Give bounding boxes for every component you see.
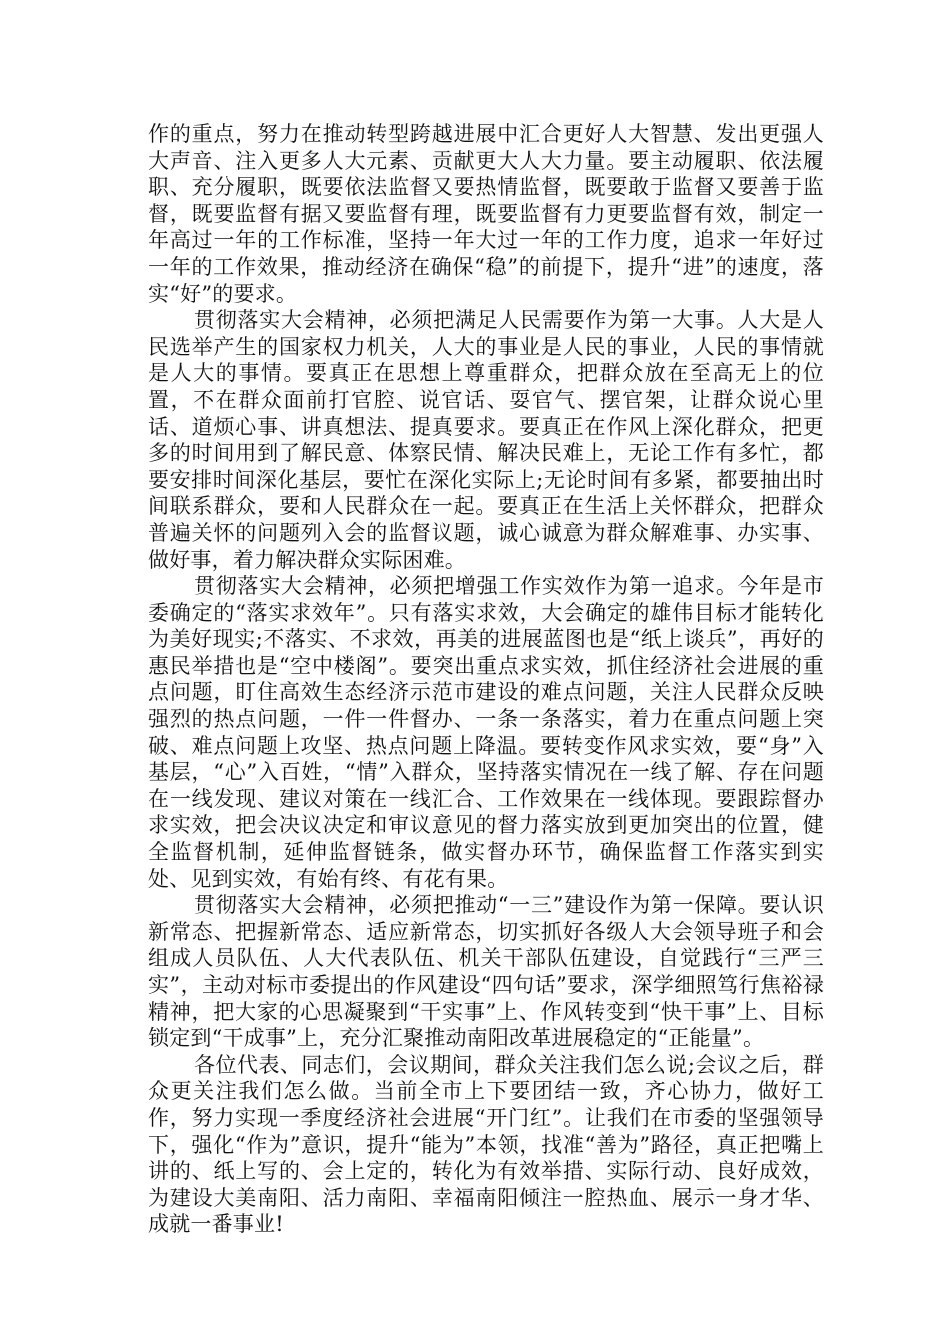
paragraph-continued: 作的重点，努力在推动转型跨越进展中汇合更好人大智慧、发出更强人大声音、注入更多人大元素、贡献更大人大力量。要主动履职、依法履职、充分履职，既要依法监督又要热情监督，既要敢于监督又要善于监督，既要监督有据又要监督有理，既要监督有力更要监督有效，制定一年高过一年的工作标准，坚持一年大过一年的工作力度，追求一年好过一年的工作效果，推动经济在确保“稳”的前提下，提升“进”的速度，落实“好”的要求。 [148,122,824,306]
paragraph-construction-guarantee: 贯彻落实大会精神，必须把推动“一三”建设作为第一保障。要认识新常态、把握新常态、适应新常态，切实抓好各级人大会领导班子和会组成人员队伍、人大代表队伍、机关干部队伍建设，自觉践行“三严三实”，主动对标市委提出的作风建设“四句话”要求，深学细照笃行焦裕禄精神，把大家的心思凝聚到“干实事”上、作风转变到“快干事”上、目标锁定到“干成事”上，充分汇聚推动南阳改革进展稳定的“正能量”。 [148,893,824,1051]
body-text [148,121,824,1238]
paragraph-people-needs: 贯彻落实大会精神，必须把满足人民需要作为第一大事。人大是人民选举产生的国家权力机关，人大的事业是人民的事业，人民的事情就是人大的事情。要真正在思想上尊重群众，把群众放在至高无上的位置，不在群众面前打官腔、说官话、耍官气、摆官架，让群众说心里话、道烦心事、讲真想法、提真要求。要真正在作风上深化群众，把更多的时间用到了解民意、体察民情、解决民难上，无论工作有多忙，都要安排时间深化基层，要忙在深化实际上;无论时间有多紧，都要抽出时间联系群众，要和人民群众在一起。要真正在生活上关怀群众，把群众普遍关怀的问题列入会的监督议题，诚心诚意为群众解难事、办实事、做好事，着力解决群众实际困难。 [148,308,824,572]
paragraph-closing: 各位代表、同志们，会议期间，群众关注我们怎么说;会议之后，群众更关注我们怎么做。当前全市上下要团结一致，齐心协力，做好工作，努力实现一季度经济社会进展“开门红”。让我们在市委的坚强领导下，强化“作为”意识，提升“能为”本领，找准“善为”路径，真正把嘴上讲的、纸上写的、会上定的，转化为有效举措、实际行动、良好成效，为建设大美南阳、活力南阳、幸福南阳倾注一腔热血、展示一身才华、成就一番事业! [148,1052,824,1237]
paragraph-work-effectiveness: 贯彻落实大会精神，必须把增强工作实效作为第一追求。今年是市委确定的“落实求效年”。只有落实求效，大会确定的雄伟目标才能转化为美好现实;不落实、不求效，再美的进展蓝图也是“纸上谈兵”，再好的惠民举措也是“空中楼阁”。要突出重点求实效，抓住经济社会进展的重点问题，盯住高效生态经济示范市建设的难点问题，关注人民群众反映强烈的热点问题，一件一件督办、一条一条落实，着力在重点问题上突破、难点问题上攻坚、热点问题上降温。要转变作风求实效，要“身”入基层，“心”入百姓，“情”入群众，坚持落实情况在一线了解、存在问题在一线发现、建议对策在一线汇合、工作效果在一线体现。要跟踪督办求实效，把会决议决定和审议意见的督力落实放到更加突出的位置，健全监督机制，延伸监督链条，做实督办环节，确保监督工作落实到实处、见到实效，有始有终、有花有果。 [148,574,824,891]
